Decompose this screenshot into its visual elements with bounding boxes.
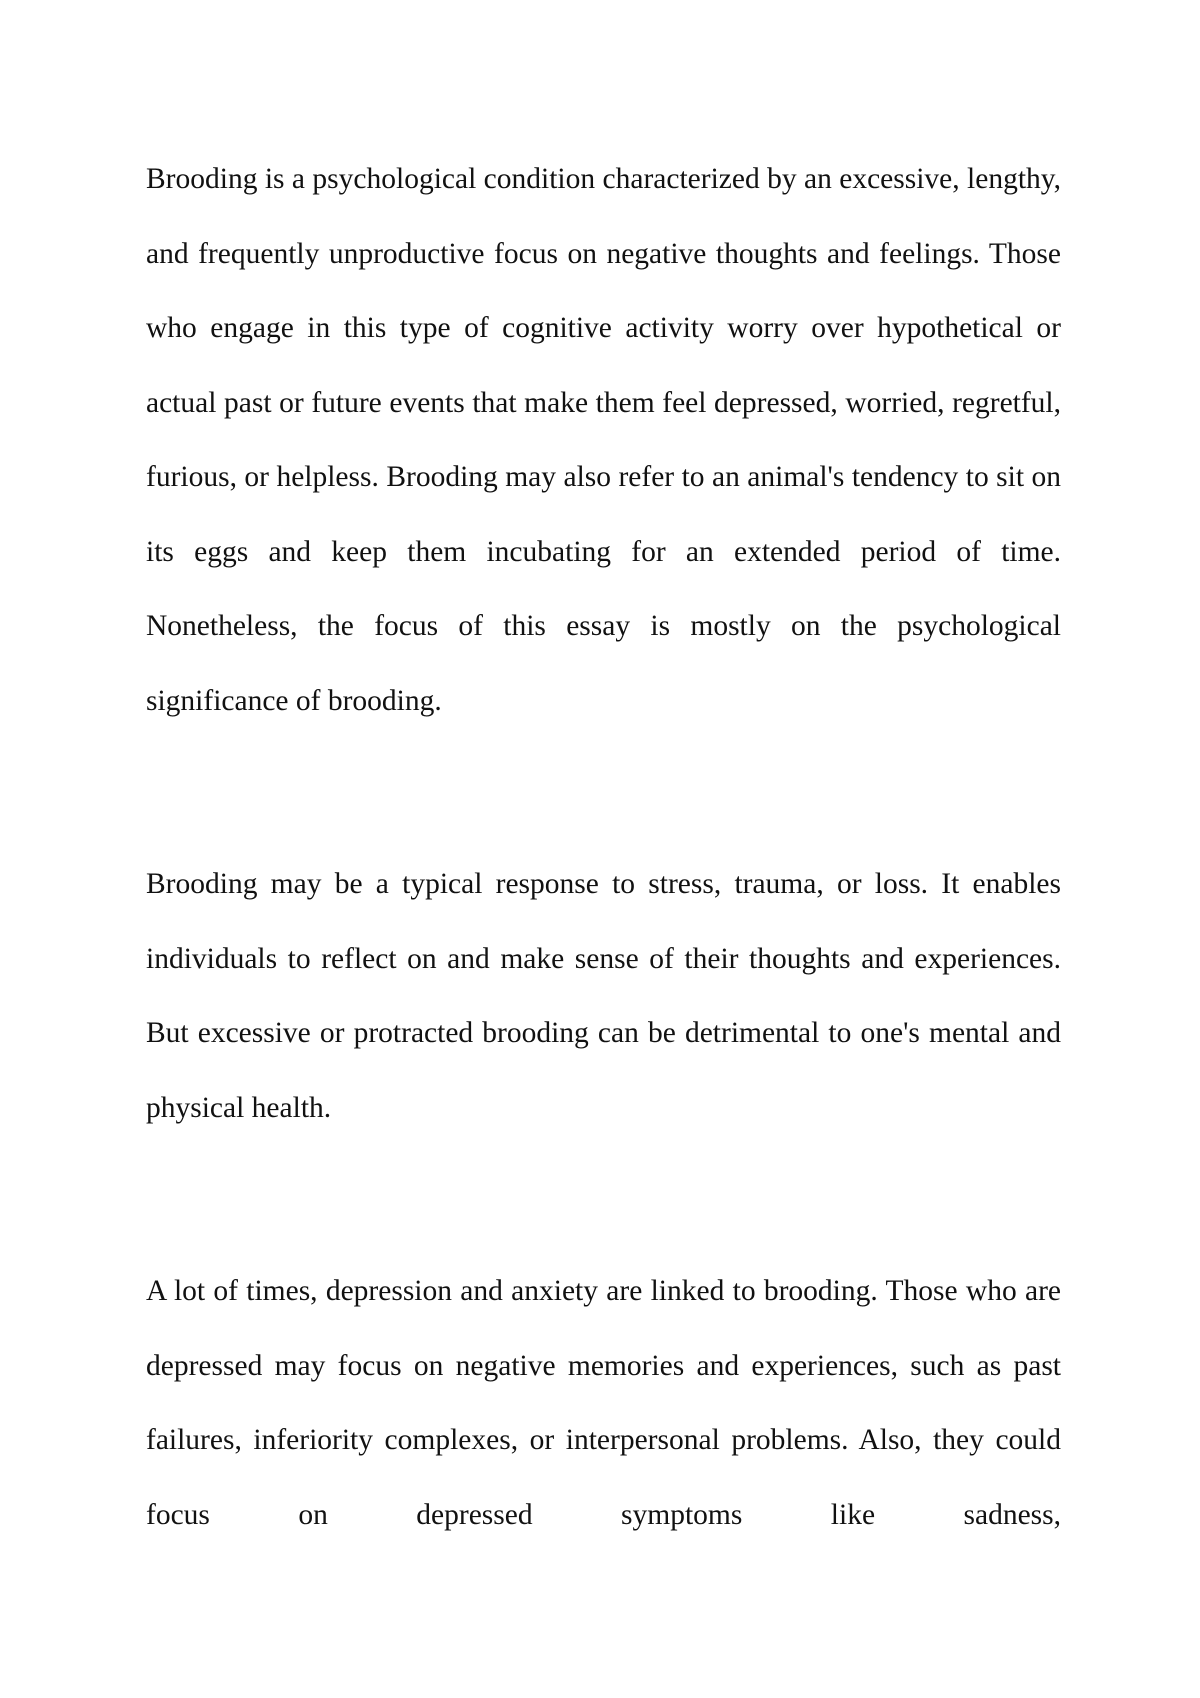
paragraph-1: Brooding is a psychological condition characterized by an excessive, lengthy, and frequently unproductive focus on negative thoughts and feelings. Those who engage in this type of cognitive activity worry over hypothetical or actual past or future events that make them feel depressed, worried, regretful, furious, or helpless. Brooding may also refer to an animal's tendency to sit on its eggs and keep them incubating for an extended period of time. Nonetheless, the focus of this essay is mostly on the psychological significance of brooding.	[146, 163, 1061, 717]
document-body	[146, 142, 1061, 1552]
paragraph-3: A lot of times, depression and anxiety are linked to brooding. Those who are depressed may focus on negative memories and experiences, such as past failures, inferiority complexes, or interpersonal problems. Also, they could focus on depressed symptoms like sadness,	[146, 1275, 1061, 1531]
paragraph-2: Brooding may be a typical response to stress, trauma, or loss. It enables individuals to reflect on and make sense of their thoughts and experiences. But excessive or protracted brooding can be detrimental to one's mental and physical health.	[146, 868, 1061, 1124]
